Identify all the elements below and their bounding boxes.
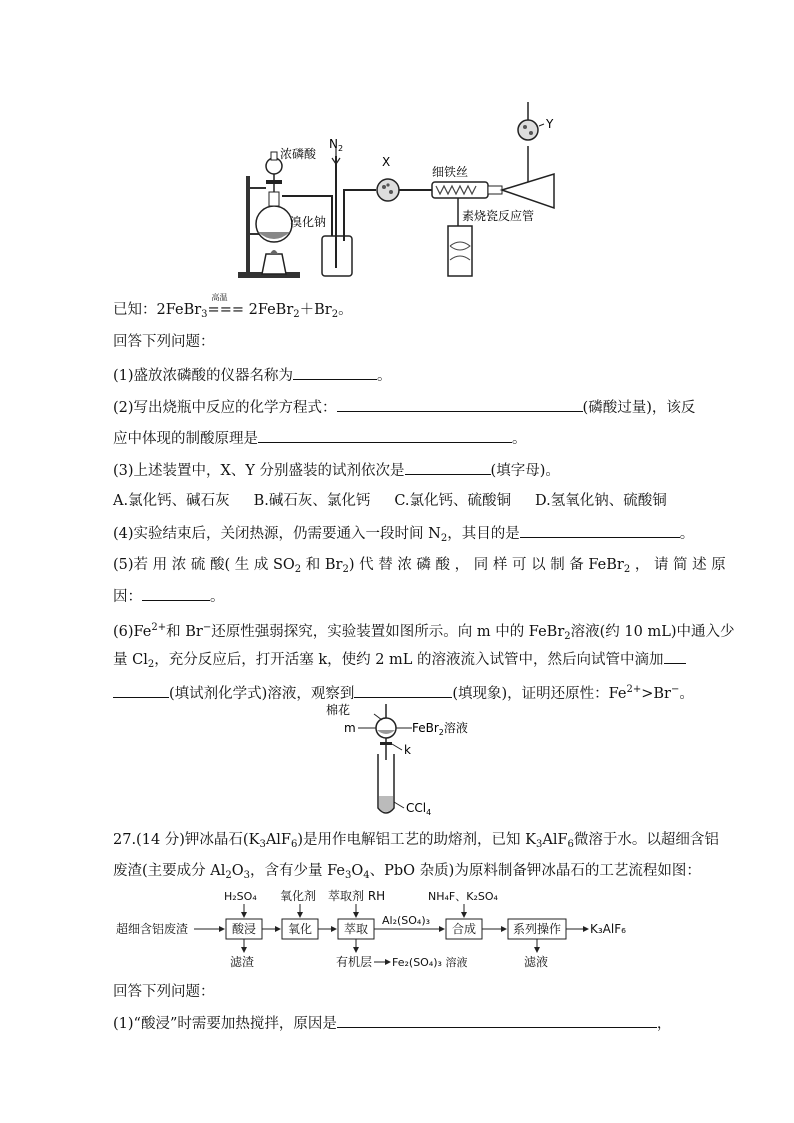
- flow-input-2: 氧化剂: [280, 889, 317, 903]
- flow-input-1: H₂SO₄: [224, 890, 257, 903]
- question-5: (5)若 用 浓 硫 酸( 生 成 $SO_2$ 和 $Br_2$) 代 替 浓 磷 酸 ， 同 样 可 以 制 备 FeBr$_2$ ， 请 简 述 原: [113, 557, 726, 575]
- given-equation: 已知：2FeBr$_3$ 高温 === $2FeBr_2+Br_2$。: [113, 293, 353, 320]
- answer-blank[interactable]: [293, 365, 377, 380]
- question-4: (4)实验结束后，关闭热源，仍需要通入一段时间 $N_2$，其目的是 。: [113, 523, 694, 549]
- acid-label: 浓磷酸: [280, 147, 317, 161]
- m-label: m: [344, 721, 356, 735]
- test-tube-figure: [324, 700, 474, 820]
- option-d: D.氢氧化钠、硫酸铜: [535, 493, 667, 509]
- answer-blank[interactable]: [664, 649, 686, 664]
- question-27: 27.(14 分)钾冰晶石$(K_3AlF_6)$是用作电解铝工艺的助熔剂，已知 $K_3AlF_6$微溶于水。以超细含铝: [113, 832, 719, 850]
- question-3-options: [113, 491, 667, 511]
- flow-input-4: NH₄F、K₂SO₄: [428, 890, 498, 903]
- question-5-cont: 因： 。: [113, 586, 225, 607]
- flow-start: 超细含铝废渣: [116, 922, 189, 936]
- question-27-1: (1)“酸浸”时需要加热搅拌，原因是 ，: [113, 1013, 671, 1034]
- ccl4-label: CCl$_4$: [406, 801, 432, 817]
- flow-box-2-label: 氧化: [288, 922, 313, 936]
- question-1: (1)盛放浓磷酸的仪器名称为 。: [113, 365, 392, 386]
- intro-text: 回答下列问题：: [113, 334, 215, 350]
- answer-blank[interactable]: [142, 586, 210, 601]
- flow-box-3-label: 萃取: [344, 922, 369, 936]
- question-27-line2: 废渣(主要成分 $Al_2O_3$，含有少量 $Fe_3O_4$、PbO 杂质)为原料制备钾冰晶石的工艺流程如图：: [113, 863, 701, 881]
- answer-blank[interactable]: [520, 523, 680, 538]
- answer-blank[interactable]: [354, 683, 452, 698]
- flow-input-3: 萃取剂 RH: [328, 889, 386, 903]
- y-label: Y: [546, 117, 554, 131]
- answer-blank[interactable]: [405, 460, 491, 475]
- salt-label: 溴化钠: [290, 215, 327, 229]
- option-a: A.氯化钙、碱石灰: [113, 493, 230, 509]
- flow-box-5-label: 系列操作: [513, 922, 562, 936]
- question-6-line3: (填试剂化学式)溶液，观察到 (填现象)，证明还原性：$Fe^{2+}>Br^-$。: [113, 680, 694, 704]
- flow-output-3b: Fe₂(SO₄)₃ 溶液: [392, 956, 468, 969]
- flow-box-4-label: 合成: [452, 922, 477, 936]
- question-6: $(6)Fe^{2+}$和 Br−还原性强弱探究，实验装置如图所示。向 m 中的 FeBr$_2$溶液(约 10 mL)中通入少: [113, 622, 735, 642]
- flow-box-1-label: 酸浸: [232, 922, 257, 936]
- solution-label: FeBr$_2$溶液: [412, 721, 468, 737]
- option-b: B.碱石灰、氯化钙: [253, 493, 371, 509]
- tube-label: 素烧瓷反应管: [462, 209, 535, 223]
- question-2-cont: 应中体现的制酸原理是 。: [113, 428, 527, 449]
- q27-intro: 回答下列问题：: [113, 984, 215, 1000]
- flow-output-3a: 有机层: [336, 955, 373, 969]
- question-6-line2: 量 $Cl_2$，充分反应后，打开活塞 k，使约 2 mL 的溶液流入试管中，然后向试管中滴加: [113, 649, 686, 675]
- k-label: k: [404, 743, 411, 757]
- answer-blank[interactable]: [337, 1013, 657, 1028]
- n2-label: $N_2$: [329, 137, 344, 153]
- question-2: (2)写出烧瓶中反应的化学方程式： (磷酸过量)，该反: [113, 397, 695, 418]
- cotton-label: 棉花: [326, 703, 351, 717]
- answer-blank[interactable]: [258, 428, 512, 443]
- flow-output-5: 滤液: [524, 955, 549, 969]
- process-flow: [116, 886, 676, 976]
- option-c: C.氯化钙、硫酸铜: [394, 493, 512, 509]
- answer-blank[interactable]: [337, 397, 583, 412]
- iron-label: 细铁丝: [432, 165, 469, 179]
- flow-end: K₃AlF₆: [590, 922, 626, 936]
- question-3: (3)上述装置中，X、Y 分别盛装的试剂依次是 (填字母)。: [113, 460, 560, 481]
- answer-blank[interactable]: [113, 683, 169, 698]
- apparatus-figure: [236, 96, 566, 286]
- flow-mid-label: Al₂(SO₄)₃: [382, 914, 431, 927]
- x-label: X: [382, 155, 391, 169]
- flow-output-1: 滤渣: [230, 955, 255, 969]
